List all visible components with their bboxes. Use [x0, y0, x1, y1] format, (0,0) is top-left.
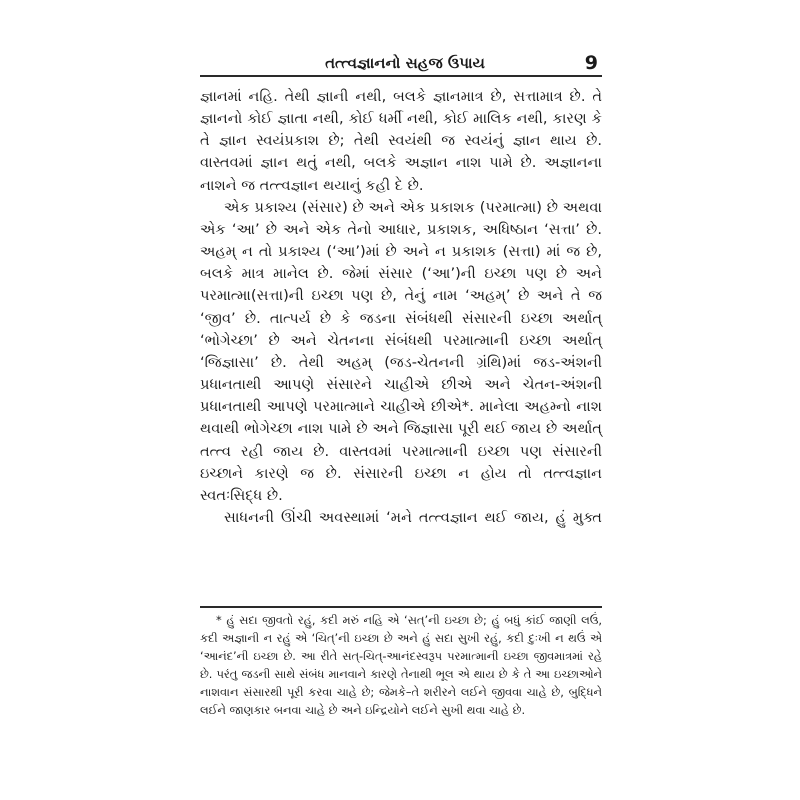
main-text-block	[200, 86, 602, 529]
running-header-title: તત્ત્વજ્ઞાનનો સહજ ઉપાય	[325, 54, 485, 72]
footnote-divider	[200, 606, 602, 608]
header-divider	[200, 75, 602, 77]
page-number: 9	[584, 52, 598, 74]
paragraph-prakashya: એક પ્રકાશ્ય (સંસાર) છે અને એક પ્રકાશક (પરમાત્મા) છે અથવા એક ‘આ’ છે અને એક તેનો આધાર, પ્રકાશક, અધિષ્ઠાન ‘સત્તા’ છે. અહમ્ ન તો પ્રકાશ્ય (‘આ’)માં છે અને ન પ્રકાશક (સત્તા) માં જ છે, બલકે માત્ર માનેલ છે. જેમાં સંસાર (‘આ’)ની ઇચ્છા પણ છે અને પરમાત્મા(સત્તા)ની ઇચ્છા પણ છે, તેનું નામ ‘અહમ્’ છે અને તે જ ‘જીવ’ છે. તાત્પર્ય છે કે જડના સંબંધથી સંસારની ઇચ્છા અર્થાત્ ‘ભોગેચ્છા’ છે અને ચેતનના સંબંધથી પરમાત્માની ઇચ્છા અર્થાત્ ‘જિજ્ઞાસા’ છે. તેથી અહમ્ (જડ-ચેતનની ગ્રંથિ)માં જડ-અંશની પ્રધાનતાથી આપણે સંસારને ચાહીએ છીએ અને ચેતન-અંશની પ્રધાનતાથી આપણે પરમાત્માને ચાહીએ છીએ*. માનેલા અહમ્નો નાશ થવાથી ભોગેચ્છા નાશ પામે છે અને જિજ્ઞાસા પૂરી થઈ જાય છે અર્થાત્ તત્ત્વ રહી જાય છે. વાસ્તવમાં પરમાત્માની ઇચ્છા પણ સંસારની ઇચ્છાને કારણે જ છે. સંસારની ઇચ્છા ન હોય તો તત્ત્વજ્ઞાન સ્વતઃસિદ્ધ છે.	[200, 198, 602, 504]
footnote: * હું સદા જીવતો રહું, કદી મરું નહિ એ ‘સત્’ની ઇચ્છા છે; હું બધું કાંઈ જાણી લઉં, કદી અજ્ઞાની ન રહું એ ‘ચિત્’ની ઇચ્છા છે અને હું સદા સુખી રહું, કદી દુઃખી ન થઉં એ ‘આનંદ’ની ઇચ્છા છે. આ રીતે સત્-ચિત્-આનંદસ્વરૂપ પરમાત્માની ઇચ્છા જીવમાત્રમાં રહે છે. પરંતુ જડની સાથે સંબંધ માનવાને કારણે તેનાથી ભૂલ એ થાય છે કે તે આ ઇચ્છાઓને નાશવાન સંસારથી પૂરી કરવા ચાહે છે; જેમકે–તે શરીરને લઈને જીવવા ચાહે છે, બુદ્ધિને લઈને જાણકાર બનવા ચાહે છે અને ઇન્દ્રિયોને લઈને સુખી થવા ચાહે છે.	[200, 613, 602, 717]
paragraph-continuation: જ્ઞાનમાં નહિ. તેથી જ્ઞાની નથી, બલકે જ્ઞાનમાત્ર છે, સત્તામાત્ર છે. તે જ્ઞાનનો કોઈ જ્ઞાતા નથી, કોઈ ધર્મી નથી, કોઈ માલિક નથી, કારણ કે તે જ્ઞાન સ્વયંપ્રકાશ છે; તેથી સ્વયંથી જ સ્વયંનું જ્ઞાન થાય છે. વાસ્તવમાં જ્ઞાન થતું નથી, બલકે અજ્ઞાન નાશ પામે છે. અજ્ઞાનના નાશને જ તત્ત્વજ્ઞાન થયાનું કહી દે છે.	[200, 88, 602, 194]
paragraph-sadhan: સાધનની ઊંચી અવસ્થામાં ‘મને તત્ત્વજ્ઞાન થઈ જાય, હું મુક્ત	[224, 508, 602, 526]
